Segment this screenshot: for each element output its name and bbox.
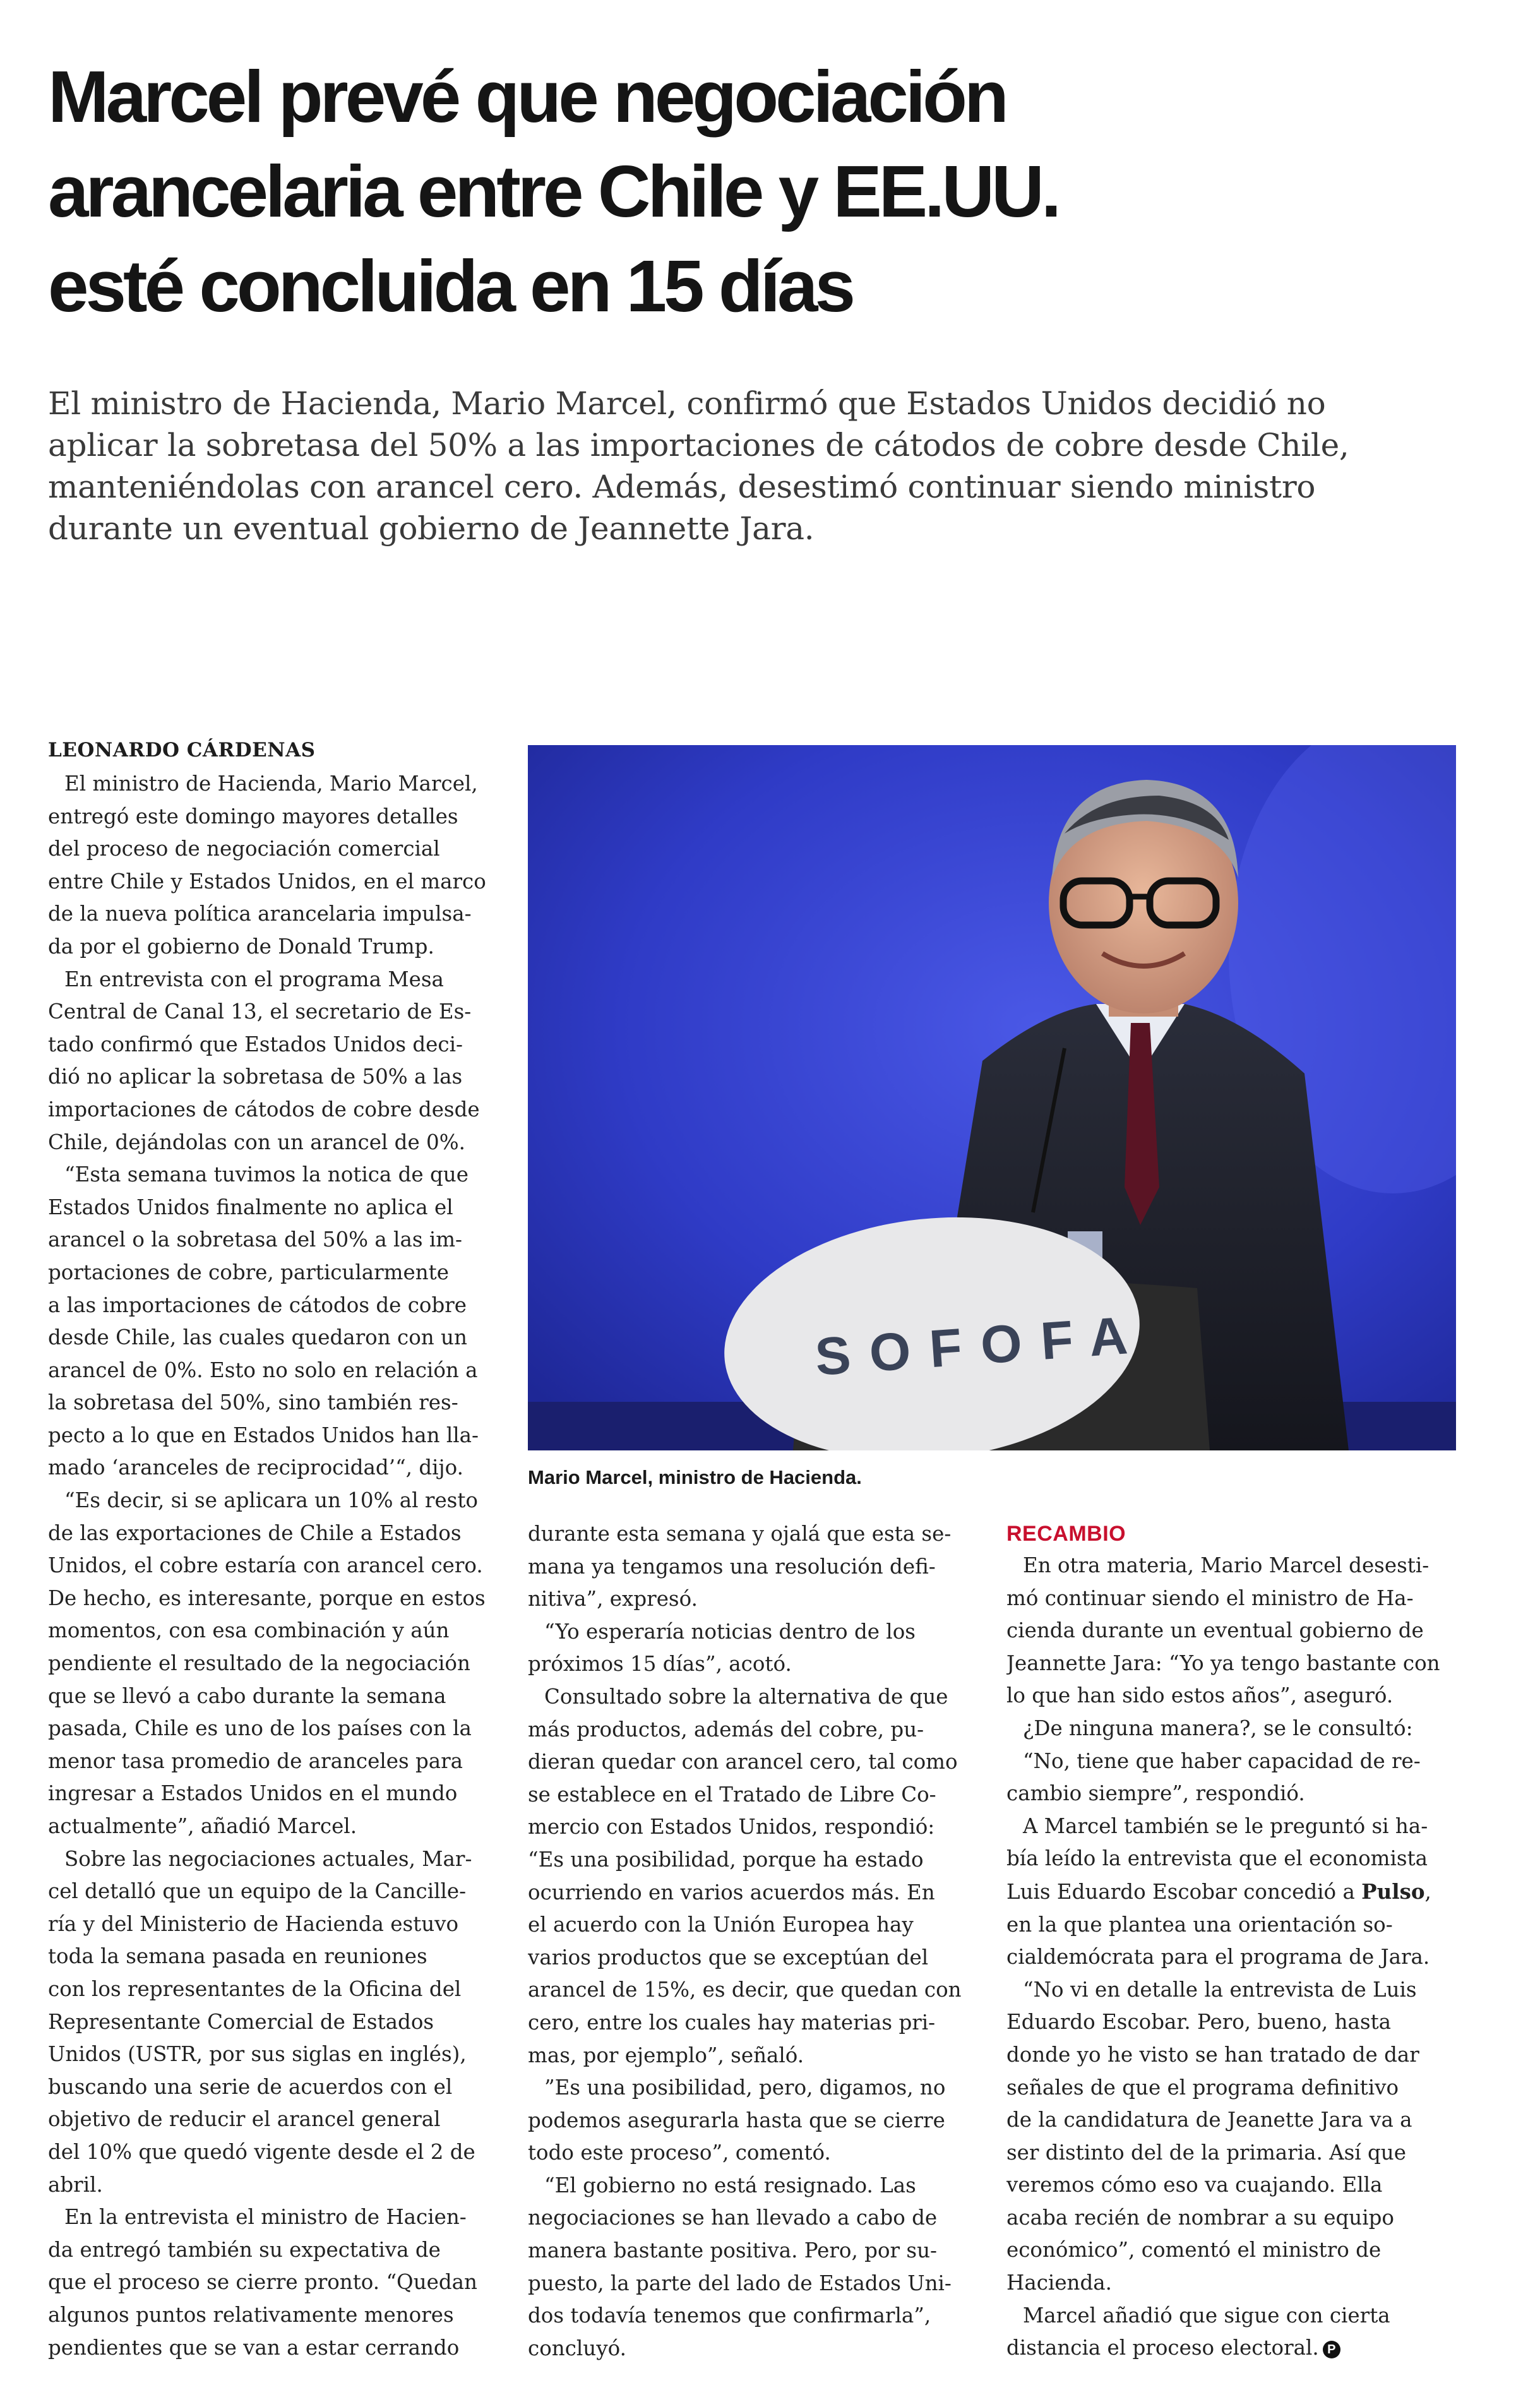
text-line: concluyó. — [528, 2336, 626, 2360]
text-line: mado ‘aranceles de reciprocidad’“, dijo. — [48, 1455, 463, 1480]
text-line: ocurriendo en varios acuerdos más. En — [528, 1880, 935, 1904]
text-line: veremos cómo eso va cuajando. Ella — [1006, 2173, 1383, 2197]
byline: LEONARDO CÁRDENAS — [48, 739, 316, 762]
text-line: En la entrevista el ministro de Hacien- — [64, 2205, 467, 2230]
text-line: Marcel añadió que sigue con cierta — [1023, 2303, 1390, 2327]
text-line: A Marcel también se le preguntó si ha- — [1023, 1813, 1428, 1838]
text-fragment: Luis Eduardo Escobar concedió a — [1006, 1879, 1362, 1904]
photo-caption: Mario Marcel, ministro de Hacienda. — [528, 1466, 862, 1488]
paragraph — [1006, 1550, 1456, 1712]
text-line: mas, por ejemplo”, señaló. — [528, 2043, 804, 2067]
text-line: Unidos (USTR, por sus siglas en inglés), — [48, 2042, 467, 2067]
paragraph — [528, 2170, 977, 2365]
publication-name: Pulso — [1361, 1879, 1425, 1904]
text-line: Eduardo Escobar. Pero, bueno, hasta — [1006, 2010, 1392, 2035]
article-photo — [528, 745, 1456, 1450]
text-line: mó continuar siendo el ministro de Ha- — [1006, 1586, 1414, 1610]
paragraph — [48, 2201, 498, 2364]
section-heading: RECAMBIO — [1006, 1522, 1126, 1546]
text-line: desde Chile, las cuales quedaron con un — [48, 1325, 467, 1350]
text-line: “Es una posibilidad, porque ha estado — [528, 1847, 924, 1872]
text-line: da por el gobierno de Donald Trump. — [48, 934, 434, 959]
paragraph — [1006, 1974, 1456, 2300]
text-line: “Yo esperaría noticias dentro de los — [544, 1619, 916, 1644]
text-line: señales de que el programa definitivo — [1006, 2075, 1399, 2100]
text-line: El ministro de Hacienda, Mario Marcel, — [64, 772, 478, 796]
text-fragment: , — [1424, 1879, 1431, 1904]
text-line: Representante Comercial de Estados — [48, 2009, 434, 2034]
text-line: cero, entre los cuales hay materias pri- — [528, 2010, 936, 2035]
text-line: podemos asegurarla hasta que se cierre — [528, 2108, 945, 2132]
lead-line: durante un eventual gobierno de Jeannette Jara. — [48, 510, 815, 547]
headline-line: esté concluida en 15 días — [48, 245, 853, 327]
lead-line: El ministro de Hacienda, Mario Marcel, confirmó que Estados Unidos decidió no — [48, 385, 1326, 422]
text-line: objetivo de reducir el arancel general — [48, 2107, 441, 2132]
text-line: acaba recién de nombrar a su equipo — [1006, 2205, 1394, 2230]
text-line — [1006, 2332, 1456, 2365]
text-line: cialdemócrata para el programa de Jara. — [1006, 1945, 1430, 1969]
text-line: “Es decir, si se aplicara un 10% al resto — [64, 1488, 478, 1513]
text-line: de las exportaciones de Chile a Estados — [48, 1521, 462, 1545]
text-line: En entrevista con el programa Mesa — [64, 967, 444, 991]
paragraph — [1006, 1810, 1456, 1974]
text-line: mercio con Estados Unidos, respondió: — [528, 1815, 935, 1839]
paragraph — [1006, 1745, 1456, 1810]
text-line: ser distinto del de la primaria. Así que — [1006, 2140, 1406, 2165]
text-line: manera bastante positiva. Pero, por su- — [528, 2238, 937, 2263]
text-line: “El gobierno no está resignado. Las — [544, 2173, 916, 2197]
text-line: algunos puntos relativamente menores — [48, 2302, 454, 2327]
text-line: Hacienda. — [1006, 2271, 1112, 2295]
text-line: Central de Canal 13, el secretario de Es- — [48, 1000, 472, 1024]
text-line: Unidos, el cobre estaría con arancel cero. — [48, 1553, 483, 1578]
text-line: el acuerdo con la Unión Europea hay — [528, 1913, 914, 1937]
paragraph — [48, 1843, 498, 2202]
text-line: dió no aplicar la sobretasa de 50% a las — [48, 1065, 463, 1089]
text-line: pendientes que se van a estar cerrando — [48, 2335, 460, 2360]
end-of-article-icon: P — [1323, 2341, 1340, 2358]
text-line: abril. — [48, 2172, 103, 2197]
text-line: negociaciones se han llevado a cabo de — [528, 2206, 938, 2230]
text-line: con los representantes de la Oficina del — [48, 1976, 462, 2001]
text-line: tado confirmó que Estados Unidos deci- — [48, 1032, 463, 1056]
text-line: entre Chile y Estados Unidos, en el marco — [48, 869, 486, 893]
text-line: del proceso de negociación comercial — [48, 837, 440, 861]
text-line: “No, tiene que haber capacidad de re- — [1023, 1748, 1421, 1773]
headline-line: arancelaria entre Chile y EE.UU. — [48, 150, 1059, 232]
text-line: ”Es una posibilidad, pero, digamos, no — [544, 2076, 946, 2100]
text-line: varios productos que se exceptúan del — [528, 1945, 929, 1969]
article-column-3 — [1006, 1518, 1456, 2365]
text-line: puesto, la parte del lado de Estados Uni- — [528, 2271, 952, 2295]
paragraph — [528, 1616, 977, 1681]
text-line: menor tasa promedio de aranceles para — [48, 1748, 463, 1773]
headline — [48, 49, 1387, 333]
lead-line: manteniéndolas con arancel cero. Además, desestimó continuar siendo ministro — [48, 469, 1316, 505]
text-line: bía leído la entrevista que el economista — [1006, 1846, 1428, 1871]
lead-line: aplicar la sobretasa del 50% a las importaciones de cátodos de cobre desde Chile, — [48, 427, 1349, 463]
text-line: del 10% que quedó vigente desde el 2 de — [48, 2139, 475, 2164]
text-line: Estados Unidos finalmente no aplica el — [48, 1195, 453, 1219]
text-line: Jeannette Jara: “Yo ya tengo bastante con — [1006, 1651, 1440, 1675]
text-line: arancel o la sobretasa del 50% a las im- — [48, 1228, 463, 1252]
text-line: más productos, además del cobre, pu- — [528, 1717, 924, 1742]
text-line: de la candidatura de Jeanette Jara va a — [1006, 2108, 1412, 2132]
text-line: económico”, comentó el ministro de — [1006, 2238, 1382, 2262]
text-line: cienda durante un eventual gobierno de — [1006, 1618, 1424, 1643]
text-line: mana ya tengamos una resolución defi- — [528, 1554, 936, 1579]
text-line: nitiva”, expresó. — [528, 1587, 698, 1611]
paragraph — [528, 1681, 977, 2072]
text-line — [1006, 1875, 1456, 1909]
text-line: importaciones de cátodos de cobre desde — [48, 1097, 480, 1121]
text-line: ¿De ninguna manera?, se le consultó: — [1023, 1716, 1413, 1740]
text-line: De hecho, es interesante, porque en estos — [48, 1586, 486, 1610]
text-fragment: distancia el proceso electoral. — [1006, 2336, 1319, 2360]
text-line: pasada, Chile es uno de los países con la — [48, 1716, 472, 1741]
paragraph — [48, 1485, 498, 1843]
text-line: todo este proceso”, comentó. — [528, 2141, 831, 2165]
text-line: durante esta semana y ojalá que esta se- — [528, 1522, 952, 1546]
text-line: que el proceso se cierre pronto. “Quedan — [48, 2270, 477, 2295]
text-line: pendiente el resultado de la negociación — [48, 1651, 470, 1676]
text-line: Consultado sobre la alternativa de que — [544, 1684, 948, 1709]
text-line: arancel de 15%, es decir, que quedan con — [528, 1978, 962, 2002]
text-line: toda la semana pasada en reuniones — [48, 1944, 427, 1969]
lead-paragraph — [48, 383, 1437, 549]
article-column-1 — [48, 768, 498, 2364]
text-line: dieran quedar con arancel cero, tal como — [528, 1750, 958, 1774]
headline-line: Marcel prevé que negociación — [48, 56, 1006, 138]
text-line: dos todavía tenemos que confirmarla”, — [528, 2303, 931, 2328]
text-line: donde yo he visto se han tratado de dar — [1006, 2042, 1419, 2067]
paragraph — [1006, 1712, 1456, 1745]
text-line: entregó este domingo mayores detalles — [48, 804, 458, 828]
text-line: ría y del Ministerio de Hacienda estuvo — [48, 1911, 459, 1936]
text-line: cambio siempre”, respondió. — [1006, 1781, 1305, 1806]
text-line: a las importaciones de cátodos de cobre — [48, 1293, 467, 1317]
photo-marcel-at-podium — [528, 745, 1456, 1450]
text-line: la sobretasa del 50%, sino también res- — [48, 1390, 458, 1415]
text-line: Sobre las negociaciones actuales, Mar- — [64, 1846, 472, 1871]
text-line: pecto a lo que en Estados Unidos han lla- — [48, 1423, 479, 1447]
text-line: Chile, dejándolas con un arancel de 0%. — [48, 1130, 465, 1154]
article-column-2 — [528, 1518, 977, 2365]
text-line: portaciones de cobre, particularmente — [48, 1260, 449, 1284]
text-line: próximos 15 días”, acotó. — [528, 1652, 792, 1676]
text-line: buscando una serie de acuerdos con el — [48, 2074, 453, 2099]
text-line: actualmente”, añadió Marcel. — [48, 1814, 357, 1838]
text-line: de la nueva política arancelaria impulsa- — [48, 902, 472, 926]
text-line: ingresar a Estados Unidos en el mundo — [48, 1781, 458, 1806]
podium-logo: SOFOFA — [813, 1304, 1149, 1387]
text-line: momentos, con esa combinación y aún — [48, 1618, 450, 1643]
text-line: “No vi en detalle la entrevista de Luis — [1023, 1977, 1417, 2002]
paragraph — [48, 768, 498, 964]
text-line: arancel de 0%. Esto no solo en relación a — [48, 1358, 478, 1382]
text-line: da entregó también su expectativa de — [48, 2237, 441, 2262]
text-line: que se llevó a cabo durante la semana — [48, 1683, 446, 1708]
text-line: en la que plantea una orientación so- — [1006, 1912, 1393, 1937]
paragraph — [528, 2072, 977, 2170]
text-line: En otra materia, Mario Marcel desesti- — [1023, 1553, 1430, 1577]
paragraph — [528, 1518, 977, 1616]
text-line: “Esta semana tuvimos la notica de que — [64, 1162, 469, 1187]
text-line: cel detalló que un equipo de la Cancille- — [48, 1879, 467, 1904]
paragraph — [1006, 2300, 1456, 2365]
text-line: se establece en el Tratado de Libre Co- — [528, 1782, 936, 1807]
paragraph — [48, 1159, 498, 1485]
text-line: lo que han sido estos años”, aseguró. — [1006, 1683, 1394, 1708]
paragraph — [48, 964, 498, 1159]
